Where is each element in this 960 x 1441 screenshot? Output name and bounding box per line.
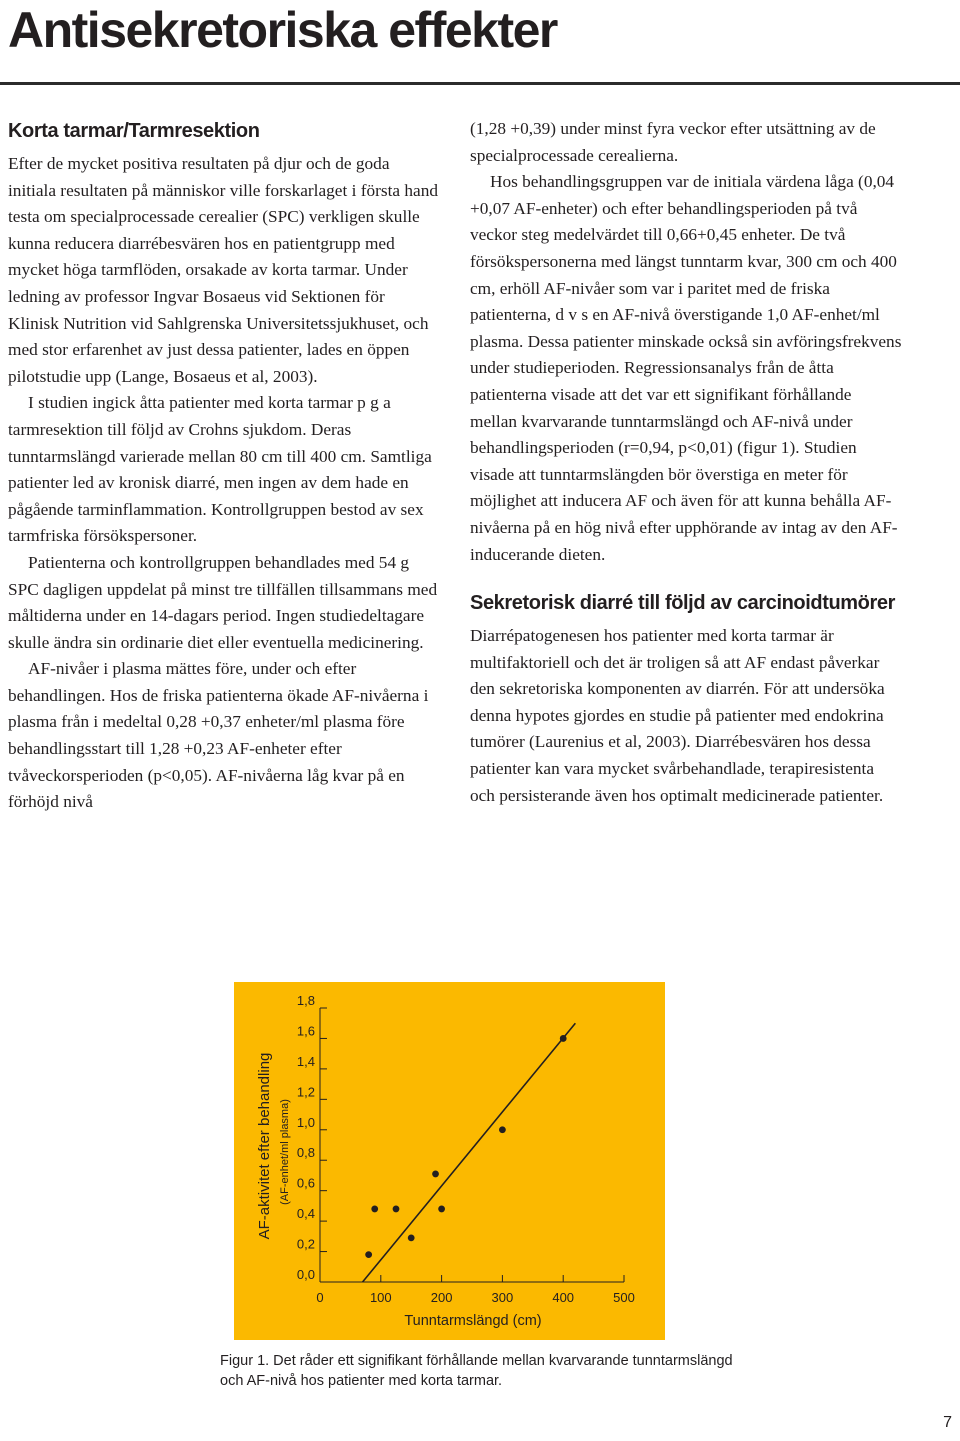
y-tick-label: 1,8 [296,993,315,1008]
y-tick-label: 0,4 [296,1206,315,1222]
right-column [470,116,902,809]
y-axis-unit: (AF-enhet/ml plasma) [279,1099,291,1205]
paragraph: Hos behandlingsgruppen var de initiala värdena låga (0,04 +0,07 AF-enheter) och efter behandlingsperioden på två veckor steg medelvärdet till 0,66+0,45 enheter. De två försökspersonerna med längst tunntarm kvar, 300 cm och 400 cm, erhöll AF-nivåer som var i paritet med de friska patienterna, d v s en AF-nivå överstigande 1,0 AF-enhet/ml plasma. Dessa patienter minskade också sin avföringsfrekvens under studieperioden. Regressionsanalys från de åtta patienterna visade att det var ett signifikant förhållande mellan kvarvarande tunntarmslängd och AF-nivå under behandlingsperioden (r=0,94, p<0,01) (figur 1). Studien visade att tunntarmslängden bör överstiga en meter för möjlighet att inducera AF och även för att kunna behålla AF-nivåerna på en hög nivå efter upphörande av intag av den AF-inducerande dieten. [470,172,902,564]
section-heading-short-bowel: Korta tarmar/Tarmresektion [8,120,260,142]
paragraph: Efter de mycket positiva resultaten på djur och de goda initiala resultaten på människor ville forskarlaget i första hand testa om specialprocessade cerealier (SPC) verkligen skulle kunna reducera diarrébesvären hos en patientgrupp med mycket höga tarmflöden, orsakade av korta tarmar. Under ledning av professor Ingvar Bosaeus vid Sektionen för Klinisk Nutrition vid Sahlgrenska Universitetssjukhuset, och med stor erfarenhet av just dessa patienter, lades en öppen pilotstudie upp (Lange, Bosaeus et al, 2003). [8,154,438,386]
data-point [499,1126,506,1133]
y-tick-label: 0,8 [296,1145,315,1161]
data-point [408,1234,415,1241]
data-point [432,1171,439,1178]
y-tick-label: 1,6 [296,1023,315,1039]
page-number: 7 [943,1414,952,1431]
y-tick-label: 0,0 [296,1267,315,1282]
y-tick-label: 1,4 [296,1053,315,1069]
paragraph: (1,28 +0,39) under minst fyra veckor efter utsättning av de specialprocessade cerealierna. [470,119,876,165]
x-tick-label: 400 [552,1290,575,1305]
paragraph: Patienterna och kontrollgruppen behandlades med 54 g SPC dagligen uppdelat på minst tre tillfällen tillsammans med måltiderna under en 14-dagars period. Ingen studiedeltagare skulle ändra sin ordinarie diet eller eventuella medicinering. [8,552,438,652]
left-column [8,118,438,816]
section-carcinoid [470,590,902,809]
paragraph: Diarrépatogenesen hos patienter med korta tarmar är multifaktoriell och det är troligen så att AF endast påverkar den sekretoriska komponenten av diarrén. För att undersöka denna hypotes gjordes en studie på patienter med endokrina tumörer (Laurenius et al, 2003). Diarrébesvären hos dessa patienter kan vara mycket svårbehandlade, terapiresistenta och persisterande även hos optimalt medicinerade patienter. [470,626,885,805]
paragraph: I studien ingick åtta patienter med korta tarmar p g a tarmresektion till följd av Crohns sjukdom. Deras tunntarmslängd varierade mellan 80 cm till 400 cm. Samtliga patienter led av kronisk diarré, men ingen av dem hade en pågående tarminflammation. Kontrollgruppen bestod av sex tarmfriska försökspersoner. [8,393,432,546]
data-point [560,1035,567,1042]
data-point [438,1206,445,1213]
y-tick-label: 1,2 [296,1084,315,1100]
title-divider [0,82,960,85]
x-tick-label: 200 [430,1290,453,1305]
regression-line [363,1023,576,1282]
section-heading-carcinoid: Sekretorisk diarré till följd av carcinoidtumörer [470,592,895,615]
y-axis-label: AF-aktivitet efter behandling [256,1052,273,1240]
figure-caption: Figur 1. Det råder ett signifikant förhållande mellan kvarvarande tunntarmslängd och AF-nivå hos patienter med korta tarmar. [220,1353,733,1389]
data-point [371,1206,378,1213]
y-tick-label: 0,2 [296,1236,315,1252]
x-tick-label: 100 [369,1290,392,1305]
scatter-plot [234,982,665,1340]
figure-1-chart [234,982,665,1340]
y-tick-label: 0,6 [296,1175,315,1191]
x-tick-label: 300 [491,1290,514,1305]
y-tick-label: 1,0 [296,1114,315,1130]
x-axis-label: Tunntarmslängd (cm) [404,1313,542,1329]
x-tick-label: 500 [613,1290,635,1305]
data-point [365,1251,372,1258]
paragraph: AF-nivåer i plasma mättes före, under och efter behandlingen. Hos de friska patienterna ökade AF-nivåerna i plasma från i medeltal 0,28 +0,37 enheter/ml plasma före behandlingsstart till 1,28 +0,23 AF-enheter efter tvåveckorsperioden (p<0,05). AF-nivåerna låg kvar på en förhöjd nivå [8,659,429,812]
page-title: Antisekretoriska effekter [8,2,557,58]
x-tick-label: 0 [316,1290,324,1305]
data-point [393,1206,400,1213]
y-axis-label-group [256,1053,291,1240]
